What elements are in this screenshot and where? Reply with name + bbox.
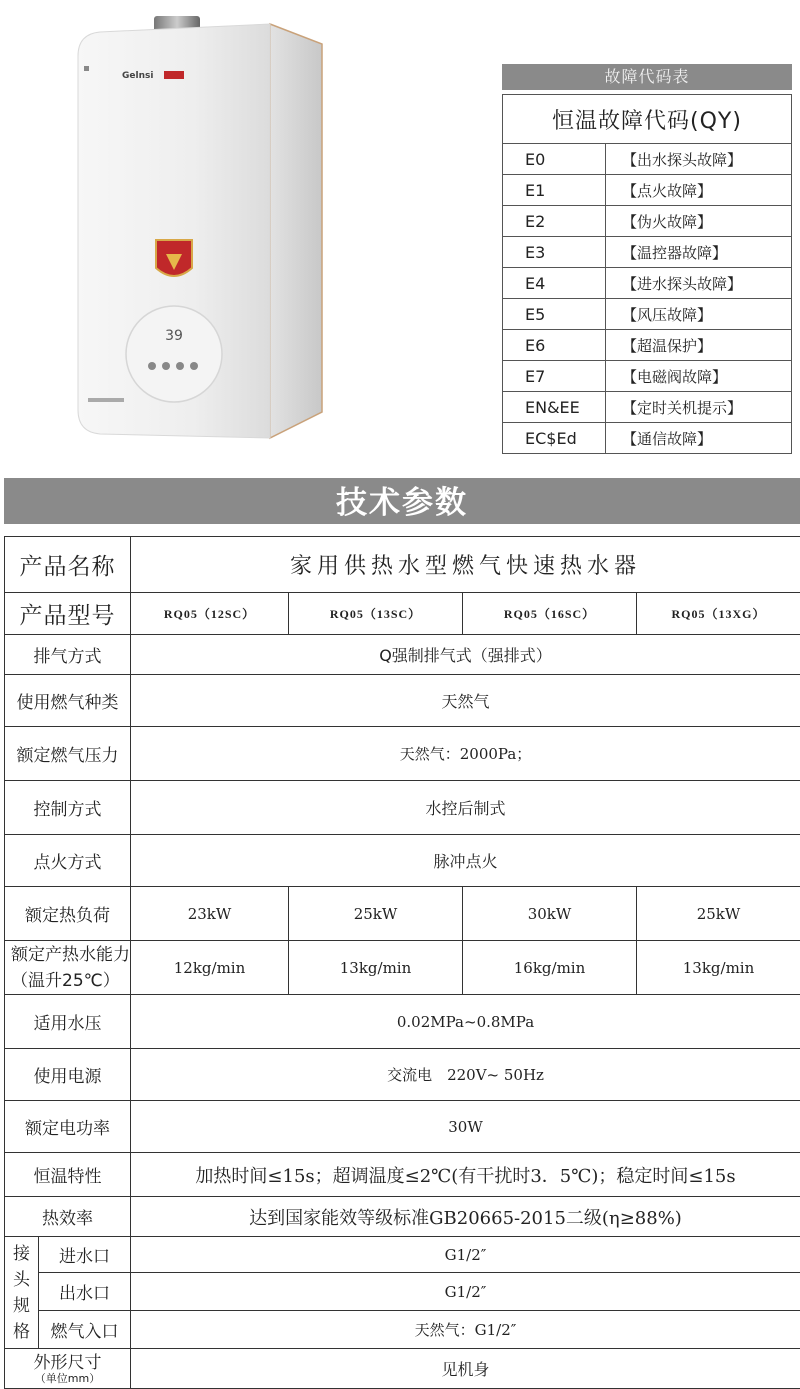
pressure-value: 天然气：2000Pa；	[131, 727, 800, 781]
model-label: 产品型号	[5, 593, 131, 635]
fault-desc: 【进水探头故障】	[606, 268, 792, 299]
spec-row	[5, 675, 800, 727]
fault-code: E1	[503, 175, 606, 206]
inlet-value: G1/2″	[131, 1237, 800, 1273]
power-rating-value: 30W	[131, 1101, 800, 1153]
size-label-cell	[5, 1349, 131, 1389]
spec-row	[5, 835, 800, 887]
spec-row	[5, 781, 800, 835]
ignition-value: 脉冲点火	[131, 835, 800, 887]
fault-row	[503, 144, 792, 175]
size-unit: （单位mm）	[34, 1371, 101, 1385]
fault-desc: 【风压故障】	[606, 299, 792, 330]
spec-row	[5, 537, 800, 593]
spec-row	[5, 727, 800, 781]
name-label: 产品名称	[5, 537, 131, 593]
power-label: 使用电源	[5, 1049, 131, 1101]
fault-row	[503, 237, 792, 268]
fault-table-title: 恒温故障代码(QY)	[503, 95, 792, 144]
efficiency-value: 达到国家能效等级标准GB20665-2015二级(η≥88%)	[131, 1197, 800, 1237]
water-pressure-label: 适用水压	[5, 995, 131, 1049]
size-label: 外形尺寸	[33, 1352, 102, 1373]
product-image	[60, 10, 340, 450]
capacity-cell: 16kg/min	[463, 941, 637, 995]
fault-desc: 【定时关机提示】	[606, 392, 792, 423]
mode-icon	[190, 362, 198, 370]
fault-row	[503, 268, 792, 299]
spec-row	[5, 1237, 800, 1273]
joint-label: 接头规格	[5, 1237, 39, 1349]
fault-row	[503, 361, 792, 392]
fault-code-table	[502, 94, 792, 454]
gas-inlet-label: 燃气入口	[39, 1311, 131, 1349]
model-cell: RQ05（12SC）	[131, 593, 289, 635]
model-cell: RQ05（16SC）	[463, 593, 637, 635]
gas-value: 天然气	[131, 675, 800, 727]
fault-code: E7	[503, 361, 606, 392]
fault-desc: 【出水探头故障】	[606, 144, 792, 175]
fault-table-header: 故障代码表	[502, 64, 792, 90]
fault-row	[503, 175, 792, 206]
power-value: 交流电 220V~ 50Hz	[131, 1049, 800, 1101]
heat-load-cell: 25kW	[289, 887, 463, 941]
pressure-label: 额定燃气压力	[5, 727, 131, 781]
spec-row	[5, 941, 800, 995]
capacity-label: 额定产热水能力（温升25℃）	[5, 941, 131, 995]
temp-down-icon	[176, 362, 184, 370]
heat-load-cell: 25kW	[637, 887, 800, 941]
name-value: 家用供热水型燃气快速热水器	[131, 537, 800, 593]
fault-desc: 【伪火故障】	[606, 206, 792, 237]
spec-row	[5, 593, 800, 635]
brand-logo: Gelnsi	[122, 71, 154, 81]
exhaust-value: Q强制排气式（强排式）	[131, 635, 800, 675]
fault-row	[503, 330, 792, 361]
fault-code: E0	[503, 144, 606, 175]
spec-row	[5, 1197, 800, 1237]
spec-row	[5, 1311, 800, 1349]
power-icon	[148, 362, 156, 370]
spec-row	[5, 887, 800, 941]
spec-row	[5, 1273, 800, 1311]
fault-row	[503, 206, 792, 237]
control-panel	[126, 306, 222, 402]
fault-desc: 【电磁阀故障】	[606, 361, 792, 392]
heat-load-cell: 30kW	[463, 887, 637, 941]
capacity-cell: 13kg/min	[637, 941, 800, 995]
heat-load-label: 额定热负荷	[5, 887, 131, 941]
fault-desc: 【通信故障】	[606, 423, 792, 454]
capacity-cell: 13kg/min	[289, 941, 463, 995]
control-label: 控制方式	[5, 781, 131, 835]
spec-row	[5, 1101, 800, 1153]
exhaust-label: 排气方式	[5, 635, 131, 675]
fault-code: EC$Ed	[503, 423, 606, 454]
fault-desc: 【点火故障】	[606, 175, 792, 206]
spec-row	[5, 1349, 800, 1389]
fault-code: EN&EE	[503, 392, 606, 423]
display-readout: 39	[165, 328, 183, 344]
capacity-cell: 12kg/min	[131, 941, 289, 995]
spec-row	[5, 635, 800, 675]
model-cell: RQ05（13SC）	[289, 593, 463, 635]
gas-inlet-value: 天然气：G1/2″	[131, 1311, 800, 1349]
efficiency-label: 热效率	[5, 1197, 131, 1237]
thermo-value: 加热时间≤15s；超调温度≤2℃(有干扰时3．5℃)；稳定时间≤15s	[131, 1153, 800, 1197]
spec-row	[5, 1153, 800, 1197]
fault-code: E5	[503, 299, 606, 330]
size-value: 见机身	[131, 1349, 800, 1389]
ignition-label: 点火方式	[5, 835, 131, 887]
fault-code: E4	[503, 268, 606, 299]
thermo-label: 恒温特性	[5, 1153, 131, 1197]
outlet-value: G1/2″	[131, 1273, 800, 1311]
badge-icon	[156, 240, 192, 276]
fault-code: E2	[503, 206, 606, 237]
gas-label: 使用燃气种类	[5, 675, 131, 727]
fault-row	[503, 299, 792, 330]
outlet-label: 出水口	[39, 1273, 131, 1311]
fault-desc: 【超温保护】	[606, 330, 792, 361]
fault-row	[503, 392, 792, 423]
fault-desc: 【温控器故障】	[606, 237, 792, 268]
temp-up-icon	[162, 362, 170, 370]
power-rating-label: 额定电功率	[5, 1101, 131, 1153]
spec-row	[5, 1049, 800, 1101]
model-cell: RQ05（13XG）	[637, 593, 800, 635]
inlet-label: 进水口	[39, 1237, 131, 1273]
spec-table	[4, 536, 800, 1389]
fault-code: E3	[503, 237, 606, 268]
spec-banner: 技术参数	[4, 478, 800, 524]
heat-load-cell: 23kW	[131, 887, 289, 941]
fault-row	[503, 423, 792, 454]
fault-code: E6	[503, 330, 606, 361]
control-value: 水控后制式	[131, 781, 800, 835]
spec-row	[5, 995, 800, 1049]
water-pressure-value: 0.02MPa~0.8MPa	[131, 995, 800, 1049]
